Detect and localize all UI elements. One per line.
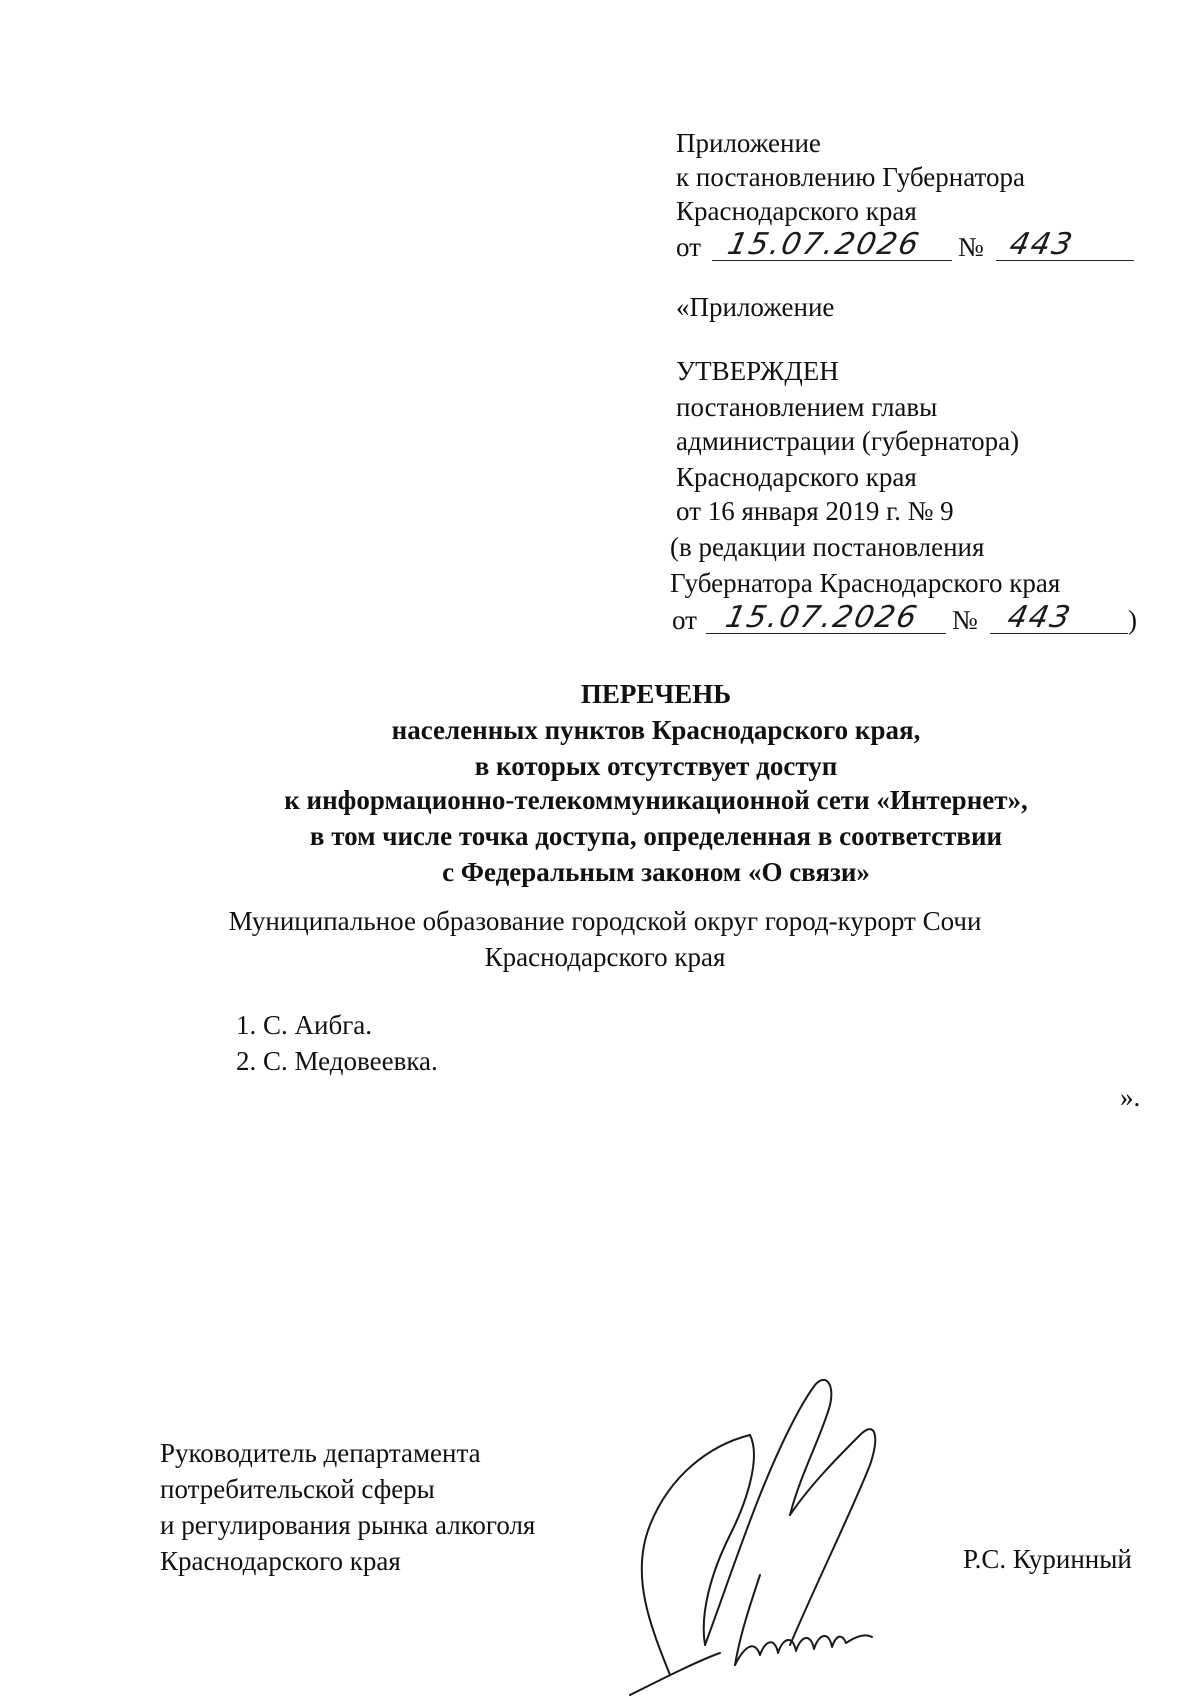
title-line-5: в том числе точка доступа, определенная в соответствии — [309, 821, 1003, 851]
list-item: 2. С. Медовеевка. — [236, 1046, 438, 1076]
signatory-position-line-4: Краснодарского края — [160, 1546, 401, 1576]
appendix-number-sign: № — [958, 232, 984, 262]
approved-line-6: Губернатора Краснодарского края — [670, 568, 1061, 598]
signatory-name: Р.С. Куринный — [963, 1544, 1132, 1574]
signatory-position-line-2: потребительской сферы — [160, 1474, 435, 1504]
approved-heading: УТВЕРЖДЕН — [676, 356, 839, 386]
approved-line-3: Краснодарского края — [676, 462, 917, 492]
title-line-6: с Федеральным законом «О связи» — [442, 857, 870, 887]
list-item: 1. С. Аибга. — [236, 1010, 373, 1040]
title-line-2: населенных пунктов Краснодарского края, — [391, 715, 921, 745]
title-line-4: к информационно-телекоммуникационной сети «Интернет», — [284, 785, 1028, 815]
appendix-date-handwritten: 15.07.2026 — [724, 227, 924, 262]
approved-line-5: (в редакции постановления — [670, 532, 985, 562]
municipality-line-2: Краснодарского края — [484, 942, 726, 972]
approved-number-handwritten: 443 — [1004, 600, 1076, 635]
appendix-date-prefix: от — [676, 232, 701, 262]
approved-date-prefix: от — [672, 605, 697, 635]
municipality-line-1: Муниципальное образование городской округ город-курорт Сочи — [228, 906, 982, 936]
approved-date-handwritten: 15.07.2026 — [722, 600, 922, 635]
approved-line-2: администрации (губернатора) — [676, 426, 1020, 456]
appendix-number-handwritten: 443 — [1006, 227, 1078, 262]
approved-close-paren: ) — [1128, 605, 1137, 635]
signatory-position-line-1: Руководитель департамента — [160, 1438, 481, 1468]
closing-quote: ». — [1120, 1082, 1141, 1112]
title-line-3: в которых отсутствует доступ — [474, 751, 838, 781]
approved-line-1: постановлением главы — [676, 392, 938, 422]
approved-line-4: от 16 января 2019 г. № 9 — [676, 496, 954, 526]
quoted-appendix-title: «Приложение — [676, 292, 835, 322]
signatory-position-line-3: и регулирования рынка алкоголя — [160, 1510, 536, 1540]
appendix-title: Приложение — [676, 128, 821, 158]
approved-number-sign: № — [952, 605, 978, 635]
handwritten-signature — [610, 1375, 940, 1697]
title-line-1: ПЕРЕЧЕНЬ — [580, 679, 732, 709]
appendix-region-line: Краснодарского края — [676, 196, 917, 226]
appendix-resolution-line: к постановлению Губернатора — [676, 162, 1025, 192]
